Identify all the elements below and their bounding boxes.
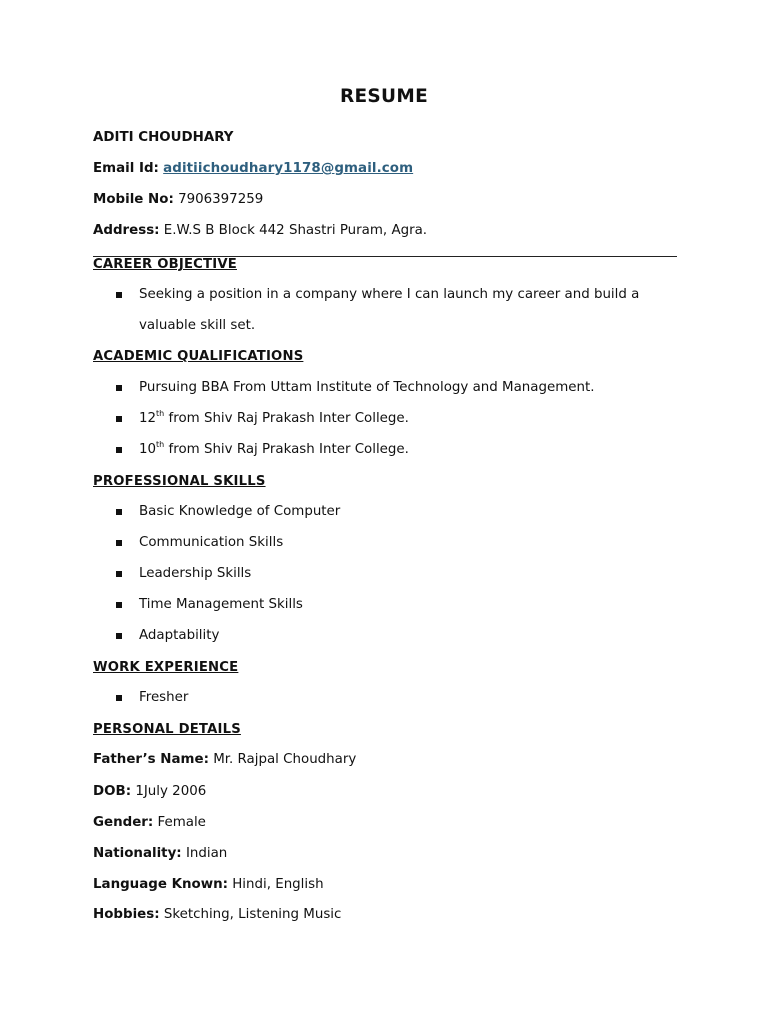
nationality-label: Nationality:	[93, 846, 182, 861]
skill-item: Leadership Skills	[139, 566, 252, 581]
work-heading: WORK EXPERIENCE	[93, 660, 239, 675]
language-label: Language Known:	[93, 877, 228, 892]
address-row	[93, 222, 427, 240]
nationality-value: Indian	[185, 846, 228, 861]
bullet-icon	[116, 540, 122, 546]
academic-item-3-number: 10	[139, 442, 157, 457]
mobile-row	[93, 191, 263, 209]
skill-item: Communication Skills	[139, 535, 284, 550]
bullet-icon	[116, 633, 122, 639]
academic-item-3-superscript: th	[156, 439, 165, 449]
skill-item: Adaptability	[139, 628, 220, 643]
gender-value: Female	[157, 815, 206, 830]
dob-row	[93, 783, 206, 801]
email-row	[93, 160, 413, 178]
father-row	[93, 751, 356, 769]
academic-heading: ACADEMIC QUALIFICATIONS	[93, 349, 304, 364]
academic-item-3-text: from Shiv Raj Prakash Inter College.	[164, 442, 409, 457]
work-item: Fresher	[139, 690, 189, 705]
academic-item-2-text: from Shiv Raj Prakash Inter College.	[164, 411, 409, 426]
academic-item-1: Pursuing BBA From Uttam Institute of Technology and Management.	[139, 380, 595, 395]
hobbies-value: Sketching, Listening Music	[163, 907, 342, 922]
language-value: Hindi, English	[232, 877, 324, 892]
bullet-icon	[116, 509, 122, 515]
mobile-value: 7906397259	[178, 192, 264, 207]
personal-heading: PERSONAL DETAILS	[93, 722, 241, 737]
resume-title: RESUME	[339, 86, 429, 107]
academic-item-2-superscript: th	[156, 408, 165, 418]
bullet-icon	[116, 292, 122, 298]
hobbies-label: Hobbies:	[93, 907, 160, 922]
mobile-label: Mobile No:	[93, 192, 174, 207]
academic-item-2	[139, 410, 409, 428]
father-label: Father’s Name:	[93, 752, 209, 767]
email-label: Email Id:	[93, 161, 159, 176]
skills-heading: PROFESSIONAL SKILLS	[93, 474, 266, 489]
hobbies-row	[93, 906, 341, 924]
address-value: E.W.S B Block 442 Shastri Puram, Agra.	[163, 223, 428, 238]
dob-label: DOB:	[93, 784, 132, 799]
language-row	[93, 876, 324, 894]
nationality-row	[93, 845, 227, 863]
skill-item: Time Management Skills	[139, 597, 303, 612]
skill-item: Basic Knowledge of Computer	[139, 504, 341, 519]
bullet-icon	[116, 385, 122, 391]
dob-value: 1July 2006	[135, 784, 207, 799]
father-value: Mr. Rajpal Choudhary	[213, 752, 357, 767]
career-objective-heading: CAREER OBJECTIVE	[93, 257, 237, 272]
gender-label: Gender:	[93, 815, 154, 830]
bullet-icon	[116, 571, 122, 577]
bullet-icon	[116, 447, 122, 453]
academic-item-3	[139, 441, 409, 459]
email-link[interactable]: aditiichoudhary1178@gmail.com	[163, 161, 414, 176]
career-objective-line-2: valuable skill set.	[139, 318, 256, 333]
bullet-icon	[116, 602, 122, 608]
candidate-name: ADITI CHOUDHARY	[93, 130, 234, 145]
career-objective-line-1: Seeking a position in a company where I can launch my career and build a	[139, 287, 640, 302]
academic-item-2-number: 12	[139, 411, 157, 426]
gender-row	[93, 814, 206, 832]
bullet-icon	[116, 695, 122, 701]
address-label: Address:	[93, 223, 160, 238]
bullet-icon	[116, 416, 122, 422]
